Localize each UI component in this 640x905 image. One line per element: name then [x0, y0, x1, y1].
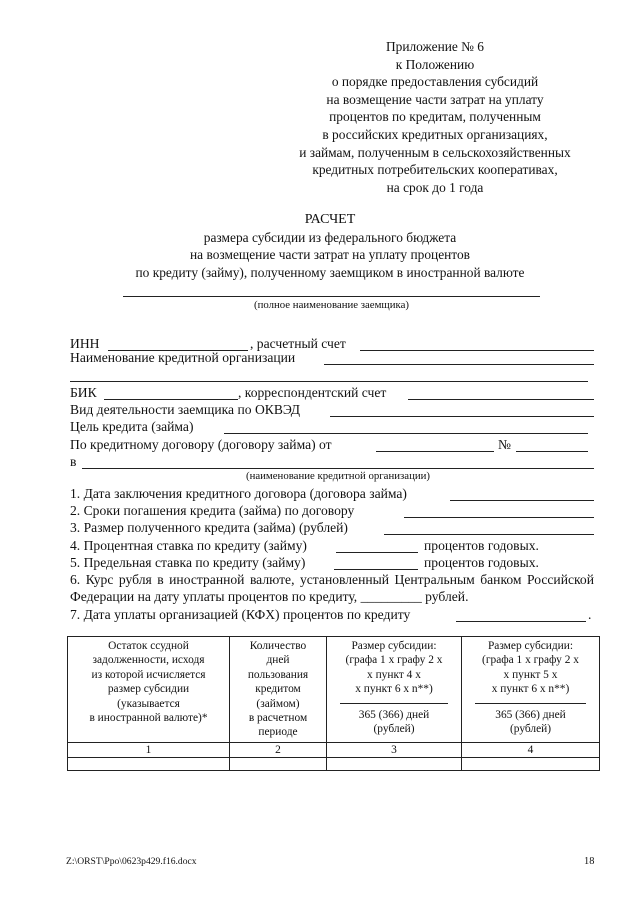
item-7-end: .: [588, 607, 592, 622]
bank-caption: (наименование кредитной организации): [245, 470, 431, 482]
agreement-date-field[interactable]: [376, 451, 494, 452]
appendix-line: о порядке предоставления субсидий: [331, 74, 539, 90]
item-3-label: 3. Размер полученного кредита (займа) (рублей): [70, 520, 348, 535]
item-2-row: [70, 502, 600, 519]
bik-label: БИК: [70, 385, 97, 400]
table-header-row: [68, 637, 600, 743]
bik-row: [70, 384, 600, 401]
bank-name-field-continued[interactable]: [70, 381, 588, 382]
item-1-row: [70, 485, 600, 502]
borrower-caption: (полное наименование заемщика): [253, 299, 409, 311]
appendix-header: [270, 38, 600, 196]
item-5-suffix: процентов годовых.: [424, 555, 539, 570]
title-main: РАСЧЕТ: [304, 212, 356, 227]
appendix-line: процентов по кредитам, полученным: [329, 109, 541, 125]
column-number: 1: [68, 742, 230, 757]
column-number: 2: [230, 742, 327, 757]
appendix-line: Приложение № 6: [385, 39, 485, 54]
agreement-number-field[interactable]: [516, 451, 588, 452]
header-balance: Остаток ссудной задолженности, исходя из которой исчисляется размер субсидии (указывается в иностранной валюте)*: [68, 637, 230, 743]
appendix-line: кредитных потребительских кооперативах,: [312, 162, 558, 178]
item-2-field[interactable]: [404, 517, 594, 518]
document-title: [60, 211, 600, 281]
item-4-label: 4. Процентная ставка по кредиту (займу): [70, 538, 307, 553]
column-number: 4: [462, 742, 600, 757]
item-6-paragraph: 6. Курс рубля в иностранной валюте, установленный Центральным банком Российской Федерации на дату уплаты процентов по кредиту, _________ рублей.: [70, 572, 594, 604]
lender-field[interactable]: [82, 468, 594, 469]
item-7-field[interactable]: [456, 621, 586, 622]
borrower-name-field[interactable]: [123, 296, 540, 297]
in-label: в: [70, 454, 77, 469]
item-5-field[interactable]: [334, 569, 418, 570]
item-1-field[interactable]: [450, 500, 594, 501]
table-row: [68, 757, 600, 770]
purpose-field[interactable]: [224, 433, 588, 434]
header-days: Количество дней пользования кредитом (займом) в расчетном периоде: [230, 637, 327, 743]
bank-name-row: [70, 349, 600, 366]
page-number: 18: [584, 856, 595, 867]
title-line: по кредиту (займу), полученному заемщиком в иностранной валюте: [135, 264, 525, 280]
bik-field[interactable]: [104, 399, 238, 400]
agreement-row: [70, 436, 600, 453]
item-4-suffix: процентов годовых.: [424, 538, 539, 553]
corr-account-label: , корреспондентский счет: [238, 385, 387, 400]
table-number-row: [68, 742, 600, 757]
item-4-row: [70, 537, 600, 554]
item-3-field[interactable]: [384, 534, 594, 535]
item-5-row: [70, 554, 600, 571]
table-cell-subsidy-4[interactable]: [327, 757, 462, 770]
agreement-label: По кредитному договору (договору займа) от: [70, 437, 332, 452]
item-7-row: [70, 606, 600, 623]
appendix-line: на возмещение части затрат на уплату: [326, 91, 544, 107]
bank-name-label: Наименование кредитной организации: [70, 350, 296, 365]
header-subsidy-item5: Размер субсидии: (графа 1 х графу 2 х х пункт 5 х х пункт 6 х n**) 365 (366) дней (рублей): [462, 637, 600, 743]
appendix-line: на срок до 1 года: [386, 179, 484, 195]
file-path: Z:\ORST\Ppo\0623p429.f16.docx: [66, 856, 197, 867]
in-bank-row: [70, 453, 600, 470]
fraction-line: 365 (366) дней (рублей): [340, 703, 448, 737]
header-subsidy-item4: Размер субсидии: (графа 1 х графу 2 х х пункт 4 х х пункт 6 х n**) 365 (366) дней (рублей): [327, 637, 462, 743]
title-line: на возмещение части затрат на уплату процентов: [190, 247, 470, 263]
account-label: , расчетный счет: [250, 336, 346, 351]
okved-row: [70, 401, 600, 418]
okved-field[interactable]: [330, 416, 594, 417]
table-cell-subsidy-5[interactable]: [462, 757, 600, 770]
appendix-line: к Положению: [395, 56, 475, 72]
table-cell-days[interactable]: [230, 757, 327, 770]
item-1-label: 1. Дата заключения кредитного договора (договора займа): [70, 486, 407, 501]
fraction-line: 365 (366) дней (рублей): [475, 703, 586, 737]
item-3-row: [70, 519, 600, 536]
subsidy-calculation-table: [67, 636, 600, 771]
item-7-label: 7. Дата уплаты организацией (КФХ) процентов по кредиту: [70, 607, 411, 622]
bank-name-field[interactable]: [324, 364, 594, 365]
item-5-label: 5. Предельная ставка по кредиту (займу): [70, 555, 306, 570]
title-line: размера субсидии из федерального бюджета: [203, 229, 457, 245]
table-cell-balance[interactable]: [68, 757, 230, 770]
appendix-line: и займам, полученным в сельскохозяйственных: [299, 144, 571, 160]
item-2-label: 2. Сроки погашения кредита (займа) по договору: [70, 503, 355, 518]
okved-label: Вид деятельности заемщика по ОКВЭД: [70, 402, 301, 417]
inn-label: ИНН: [70, 336, 100, 351]
purpose-label: Цель кредита (займа): [70, 419, 194, 434]
number-sign: №: [498, 437, 511, 452]
column-number: 3: [327, 742, 462, 757]
item-4-field[interactable]: [336, 552, 418, 553]
corr-account-field[interactable]: [408, 399, 594, 400]
appendix-line: в российских кредитных организациях,: [322, 126, 548, 142]
purpose-row: [70, 418, 600, 435]
